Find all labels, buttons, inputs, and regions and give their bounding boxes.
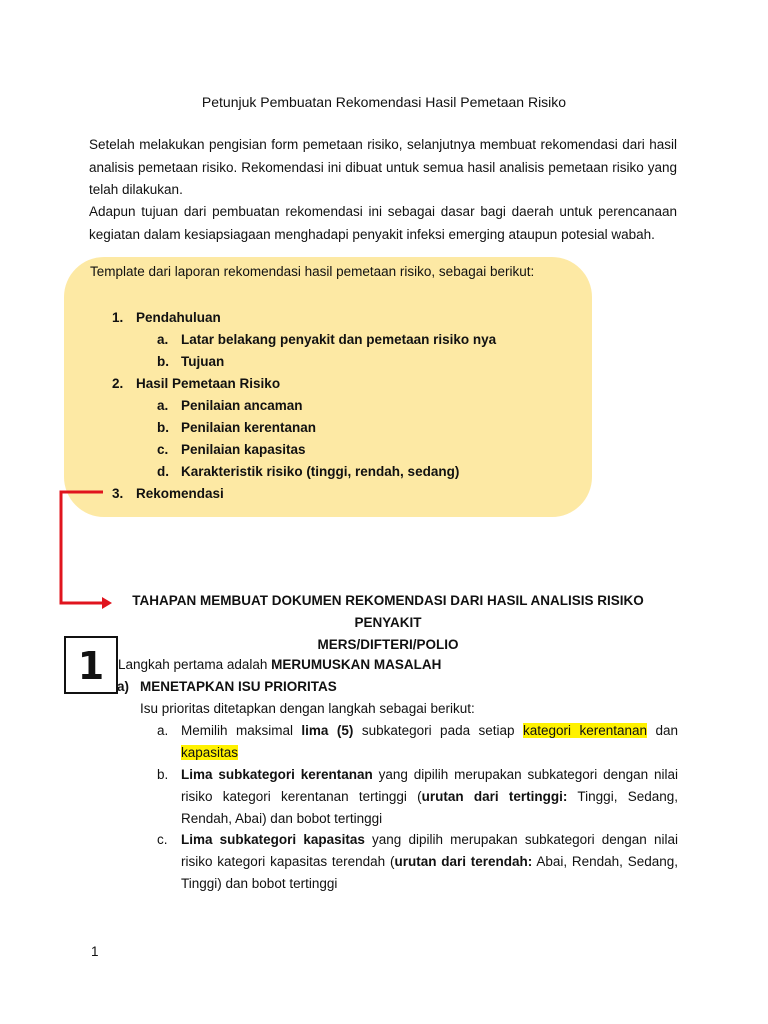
step-number-box: 1 (64, 636, 118, 694)
intro-paragraph-1: Setelah melakukan pengisian form pemetaan risiko, selanjutnya membuat rekomendasi dari hasil analisis pemetaan risiko. Rekomendasi ini dibuat untuk semua hasil analisis pemetaan risiko yang telah dilakukan. (89, 137, 677, 197)
item-c-letter: c. (157, 832, 168, 847)
step-heading: Langkah pertama adalah MERUMUSKAN MASALAH (118, 657, 442, 672)
item-a-text: Memilih maksimal lima (5) subkategori pada setiap kategori kerentanan dan kapasitas (181, 723, 678, 760)
subsection-heading: a) MENETAPKAN ISU PRIORITAS (117, 679, 337, 694)
outline-subitem-ancaman: a. Penilaian ancaman (157, 398, 303, 413)
item-c-text: Lima subkategori kapasitas yang dipilih merupakan subkategori dengan nilai risiko kategori kapasitas terendah (urutan dari terendah: Abai, Rendah, Sedang, Tinggi) dan bobot tertinggi (181, 832, 678, 891)
outline-item-hasil-pemetaan: 2. Hasil Pemetaan Risiko (112, 376, 281, 391)
template-heading: Template dari laporan rekomendasi hasil pemetaan risiko, sebagai berikut: (90, 264, 535, 279)
item-b-letter: b. (157, 767, 169, 782)
item-b-text: Lima subkategori kerentanan yang dipilih merupakan subkategori dengan nilai risiko kategori kerentanan tertinggi (urutan dari tertinggi: Tinggi, Sedang, Rendah, Abai) dan bobot tertinggi (181, 767, 678, 826)
section-title: TAHAPAN MEMBUAT DOKUMEN REKOMENDASI DARI HASIL ANALISIS RISIKO PENYAKIT MERS/DIFTERI/POLIO (132, 593, 644, 652)
lead-text: Isu prioritas ditetapkan dengan langkah sebagai berikut: (140, 701, 475, 716)
outline-subitem-karakteristik: d. Karakteristik risiko (tinggi, rendah, sedang) (157, 464, 460, 479)
outline-item-rekomendasi: 3. Rekomendasi (112, 486, 224, 501)
page-number: 1 (91, 944, 99, 959)
outline-subitem-kerentanan: b. Penilaian kerentanan (157, 420, 317, 435)
intro-paragraph-2: Adapun tujuan dari pembuatan rekomendasi ini sebagai dasar bagi daerah untuk perencanaan kegiatan dalam kesiapsiagaan menghadapi penyakit infeksi emerging ataupun potesial wabah. (89, 204, 677, 242)
item-a-letter: a. (157, 723, 169, 738)
outline-subitem-tujuan: b. Tujuan (157, 354, 225, 369)
document-title: Petunjuk Pembuatan Rekomendasi Hasil Pemetaan Risiko (201, 94, 567, 110)
outline-subitem-kapasitas: c. Penilaian kapasitas (157, 442, 306, 457)
outline-item-pendahuluan: 1. Pendahuluan (112, 310, 221, 325)
outline-subitem-latar-belakang: a. Latar belakang penyakit dan pemetaan risiko nya (157, 332, 497, 347)
